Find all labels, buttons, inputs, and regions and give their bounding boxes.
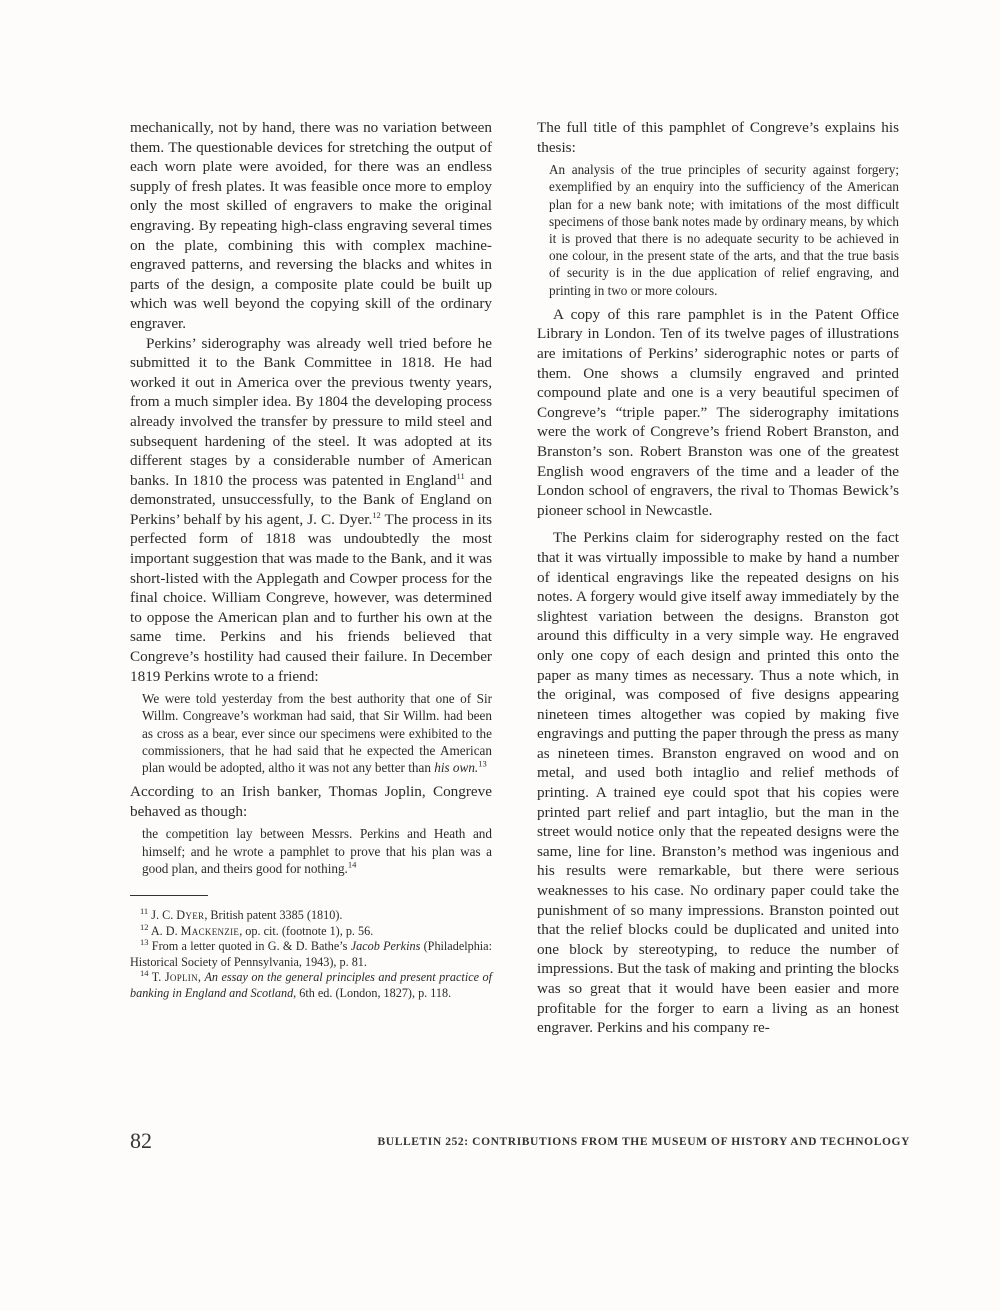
footnote-ref[interactable]: 12	[372, 509, 381, 520]
running-footer: BULLETIN 252: CONTRIBUTIONS FROM THE MUSEUM OF HISTORY AND TECHNOLOGY	[377, 1136, 910, 1148]
footnote-text: From a letter quoted in G. & D. Bathe’s	[148, 939, 351, 954]
footnote-text: (Philadelphia: Historical Society of Pennsylvania, 1943), p. 81.	[130, 939, 492, 969]
text-run: Perkins’ siderography was already well tried before he submitted it to the Bank Committee in 1818. He had worked it out in America over the previous twenty years, from a much simpler idea. By 1804 the developing process already involved the transfer by pressure to mild steel and subsequent hardening of the steel. It was adopted at its different stages by a considerable number of American banks. In 1810 the process was patented in England	[130, 334, 492, 489]
book-title: An essay on the general principles and present practice of banking in England and Scotland	[130, 970, 492, 1000]
footnote-text: , British patent 3385 (1810).	[204, 908, 343, 923]
quote-text: We were told yesterday from the best authority that one of Sir Willm. Congreave’s workman had said, that Sir Willm. had been as cross as a bear, ever since our specimens were exhibited to the commissioners, that he had said that he expected the American plan would be adopted, altho it was not any better than	[142, 691, 492, 776]
footnote-number: 12	[140, 921, 149, 932]
block-quote	[142, 690, 492, 776]
author-name: Joplin	[164, 970, 198, 985]
footnote	[130, 939, 492, 970]
footnote-ref[interactable]: 14	[347, 859, 357, 870]
paragraph	[130, 334, 492, 687]
footnote-number: 13	[140, 937, 149, 948]
quote-emphasis: his own.	[434, 760, 479, 776]
footnote-text: J. C.	[148, 908, 177, 923]
quote-text: the competition lay between Messrs. Perkins and Heath and himself; and he wrote a pamphlet to prove that his plan was a good plan, and theirs good for nothing.	[142, 826, 492, 876]
right-column	[537, 118, 899, 1038]
author-name: Mackenzie	[180, 923, 240, 938]
paragraph: According to an Irish banker, Thomas Joplin, Congreve behaved as though:	[130, 783, 492, 820]
footnote-ref[interactable]: 11	[456, 470, 465, 481]
footnote-divider	[130, 895, 208, 896]
text-run: The process in its perfected form of 1818 was undoubtedly the most important suggestion that was made to the Bank, and it was short-listed with the Applegath and Cowper process for the final choice. William Congreve, however, was determined to oppose the American plan and to further his own at the same time. Perkins and his friends believed that Congreve’s hostility had caused their failure. In December 1819 Perkins wrote to a friend:	[130, 510, 492, 685]
footnote	[130, 905, 492, 924]
book-title: Jacob Perkins	[350, 939, 421, 954]
footnote-text: , 6th ed. (London, 1827), p. 118.	[293, 986, 452, 1000]
footnote	[130, 921, 492, 940]
page-number: 82	[130, 1128, 152, 1153]
footnote-text: , op. cit. (footnote 1), p. 56.	[239, 923, 374, 938]
footnote-ref[interactable]: 13	[478, 758, 487, 769]
text-run: and demonstrated, unsuccessfully, to the Bank of England on Perkins’ behalf by his agent, J. C. Dyer.	[130, 471, 492, 528]
footnote	[130, 970, 492, 1001]
footnote-number: 11	[140, 905, 149, 916]
footnote-text: T.	[148, 970, 165, 985]
paragraph: mechanically, not by hand, there was no variation between them. The questionable devices for stretching the output of each worn plate were avoided, for there was an endless supply of fresh plates. It was feasible once more to employ only the most skilled of engravers to make the original engraving. By repeating high-class engraving several times on the plate, combining this with complex machine-engraved patterns, and reversing the blacks and whites in parts of the design, a composite plate could be built up which was well beyond the copying skill of the ordinary engraver.	[130, 119, 492, 332]
footnote-number: 14	[140, 968, 149, 979]
block-quote	[142, 825, 492, 877]
paragraph: The Perkins claim for siderography rested on the fact that it was virtually impossible to make by hand a number of identical engravings like the repeated designs on his notes. A forgery would give itself away immediately by the slightest variation between the designs. Branston got around this difficulty in a very simple way. He engraved only one copy of each design and printed this onto the paper as many times as necessary. Thus a note which, in the original, was composed of five designs appearing nineteen times altogether was copied by making five engravings and putting the paper through the press as many as nineteen times. Branston engraved on wood and on metal, and used both intaglio and relief methods of printing. A trained eye could spot that his copies were printed part relief and part intaglio, but the man in the street would notice only that the repeated designs were the same, line for line. Branston’s method was ingenious and his results were remarkable, but there were serious weaknesses to his case. No ordinary paper could take the punishment of so many impressions. Branston pointed out that the relief blocks could be duplicated and united into one block by stereotyping, to reduce the number of impressions. But the task of making and printing the blocks was so great that it would have been easier and more profitable for the forger to earn a living as an honest engraver. Perkins and his company re-	[537, 529, 899, 1037]
left-column	[130, 118, 492, 1002]
block-quote: An analysis of the true principles of security against forgery; exemplified by an enquiry into the sufficiency of the American plan for a new bank note; with imitations of the most difficult specimens of those bank notes made by ordinary means, by which it is proved that there is no adequate security to be achieved in one colour, in the present state of the arts, and that the true basis of security is in the due application of relief engraving, and printing in two or more colours.	[549, 162, 899, 298]
footnote-text: ,	[197, 970, 205, 985]
footnotes	[130, 905, 492, 1002]
footnote-text: A. D.	[148, 923, 181, 938]
paragraph: The full title of this pamphlet of Congreve’s explains his thesis:	[537, 119, 899, 156]
paragraph: A copy of this rare pamphlet is in the Patent Office Library in London. Ten of its twelve pages of illustrations are imitations of Perkins’ siderographic notes or parts of them. One shows a clumsily engraved and printed compound plate and one is a very beautiful specimen of Congreve’s “triple paper.” The siderography imitations were the work of Congreve’s friend Robert Branston, and Branston’s son. Robert Branston was one of the greatest English wood engravers of the time and a leader of the London school of engravers, the rival to Thomas Bewick’s pioneer school in Newcastle.	[537, 305, 899, 519]
author-name: Dyer	[176, 908, 205, 923]
